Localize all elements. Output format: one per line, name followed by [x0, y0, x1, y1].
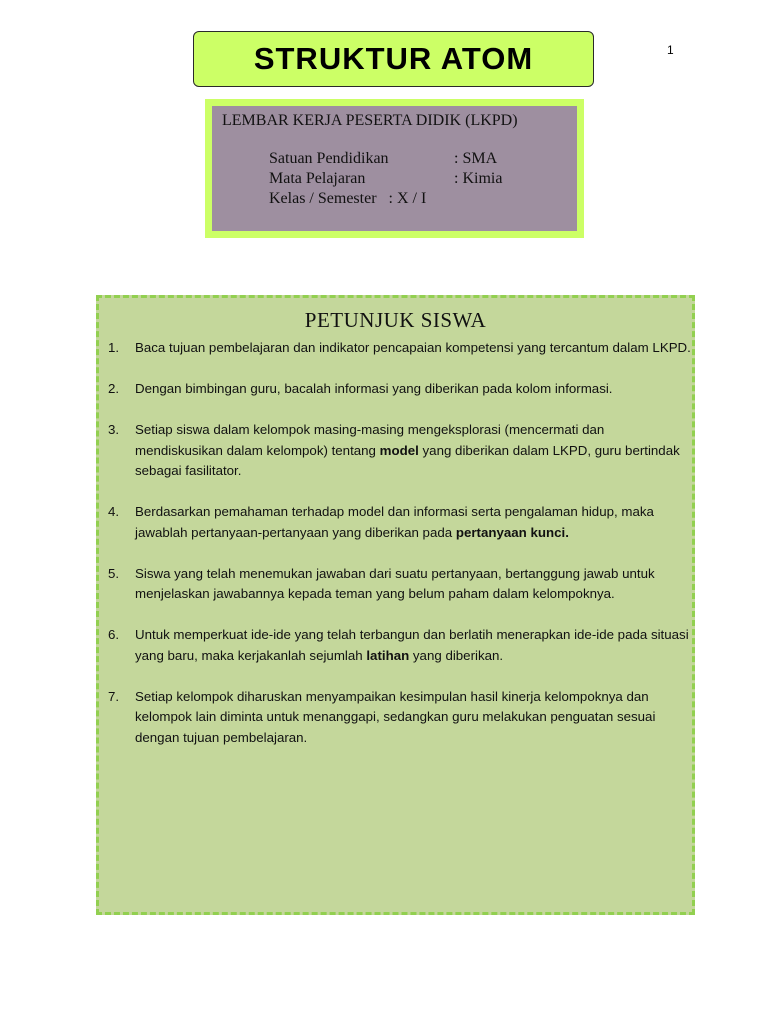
instruction-fragment: yang diberikan. — [409, 647, 504, 663]
page-number: 1 — [667, 43, 674, 57]
instruction-item — [99, 625, 692, 666]
instruction-emphasis: model — [379, 442, 419, 458]
lkpd-label: Mata Pelajaran — [269, 170, 366, 187]
instruction-number: 7. — [108, 688, 120, 704]
instruction-number: 5. — [108, 565, 120, 581]
lkpd-value: : Kimia — [454, 170, 503, 187]
instruction-fragment: Setiap siswa dalam kelompok masing-masing mengeksplorasi (mencermati dan mendiskusikan dalam kelompok) tentang — [135, 422, 605, 458]
instruction-number: 4. — [108, 504, 120, 519]
instruction-text — [135, 379, 691, 400]
instruction-fragment: Dengan bimbingan guru, bacalah informasi yang diberikan pada kolom informasi. — [135, 381, 613, 396]
instruction-fragment: Setiap kelompok diharuskan menyampaikan kesimpulan hasil kinerja kelompoknya dan kelompok lain diminta untuk menanggapi, sedangkan guru melakukan penguatan sesuai dengan tujuan pembelajaran. — [135, 688, 656, 745]
instruction-fragment: Baca tujuan pembelajaran dan indikator pencapaian kompetensi yang tercantum dalam LKPD. — [135, 340, 691, 355]
instruction-text — [135, 420, 691, 482]
instruction-text — [135, 625, 691, 666]
instruction-text — [135, 687, 691, 749]
instruction-fragment: Siswa yang telah menemukan jawaban dari suatu pertanyaan, bertanggung jawab untuk menjelaskan jawabannya kepada teman yang belum paham dalam kelompoknya. — [135, 565, 655, 601]
instruction-item — [99, 687, 692, 749]
lkpd-label: Kelas / Semester — [269, 190, 377, 207]
lkpd-value: : SMA — [454, 150, 498, 167]
lkpd-heading: LEMBAR KERJA PESERTA DIDIK (LKPD) — [222, 112, 518, 129]
instruction-emphasis: pertanyaan kunci. — [455, 524, 569, 540]
lkpd-row-kelas — [222, 189, 567, 209]
lkpd-info-box — [205, 99, 584, 238]
lkpd-info-panel — [212, 106, 577, 231]
instruction-fragment: yang diberikan dalam LKPD, guru bertindak sebagai fasilitator. — [135, 442, 680, 478]
lkpd-row-mapel — [222, 169, 567, 189]
instruction-fragment: Untuk memperkuat ide-ide yang telah terbangun dan berlatih menerapkan ide-ide pada situasi yang baru, maka kerjakanlah sejumlah — [135, 627, 689, 663]
lkpd-label: Satuan Pendidikan — [269, 150, 389, 167]
title-banner — [193, 31, 594, 87]
instruction-number: 1. — [108, 340, 120, 355]
instruction-item — [99, 502, 692, 543]
instruction-emphasis: latihan — [366, 647, 410, 663]
petunjuk-siswa-box — [96, 295, 695, 915]
instruction-item — [99, 338, 692, 359]
lkpd-value: : X / I — [376, 190, 427, 207]
instruction-number: 3. — [108, 422, 120, 437]
instruction-number: 6. — [108, 627, 120, 642]
instruction-item — [99, 564, 692, 605]
petunjuk-title: PETUNJUK SISWA — [304, 308, 487, 332]
instruction-text — [135, 564, 691, 605]
instruction-item — [99, 379, 692, 400]
instruction-text — [135, 502, 691, 543]
lkpd-row-satuan — [222, 149, 567, 169]
instruction-fragment: Berdasarkan pemahaman terhadap model dan informasi serta pengalaman hidup, maka jawablah pertanyaan-pertanyaan yang diberikan pada — [135, 504, 654, 540]
instruction-number: 2. — [108, 381, 120, 396]
instruction-text — [135, 338, 691, 359]
document-title: STRUKTUR ATOM — [253, 41, 534, 76]
instruction-item — [99, 420, 692, 482]
instruction-list — [99, 338, 692, 748]
